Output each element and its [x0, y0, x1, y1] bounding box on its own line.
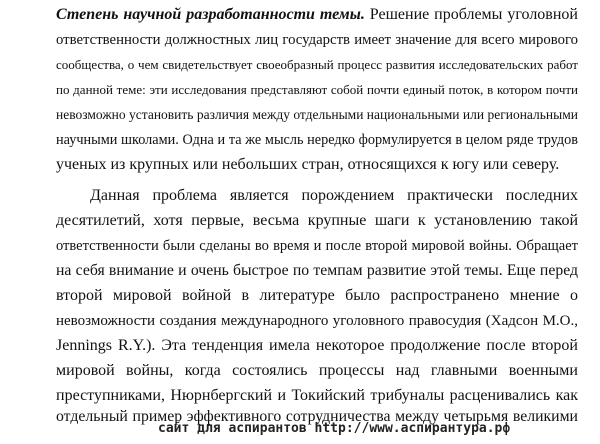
paragraph2-line: преступниками, Нюрнбергский и Токийский трибуналы расценивались как: [56, 387, 578, 404]
paragraph1-line: ответственности должностных лиц государств имеет значение для всего мирового: [56, 32, 578, 48]
paragraph2-line: ответственности были сделаны во время и после второй мировой войны. Обращает: [56, 238, 578, 254]
paragraph1-line: невозможно установить различия между отдельными национальными или региональными: [56, 107, 578, 122]
section-heading: Степень научной разработанности темы.: [56, 6, 365, 23]
paragraph2-line: Jennings R.Y.). Эта тенденция имела некоторое продолжение после второй: [56, 337, 578, 354]
paragraph2-line: на себя внимание и очень быстрое по темпам развитие этой темы. Еще перед: [56, 262, 578, 279]
paragraph2-line: невозможности создания международного уголовного правосудия (Хадсон М.О.,: [56, 313, 578, 329]
paragraph1-line: сообщества, о чем свидетельствует своеобразный процесс развития исследовательских работ: [56, 57, 578, 72]
paragraph1-line: научными школами. Одна и та же мысль нередко формулируется в целом ряде трудов: [56, 132, 578, 148]
paragraph2-line: Данная проблема является порождением практически последних: [90, 187, 578, 204]
paragraph1-line1-text: Решение проблемы уголовной: [369, 6, 578, 23]
site-watermark: сайт для аспирантов http://www.аспирантура.рф: [158, 421, 511, 436]
paragraph2-line: мировой войны, когда состоялись процессы над главными военными: [56, 362, 578, 379]
paragraph1-line: по данной теме: эти исследования представляют собой почти единый поток, в котором почти: [56, 82, 578, 97]
paragraph2-line: отдельный пример эффективного сотрудничества между четырьмя великими: [56, 408, 578, 425]
paragraph2-line: десятилетий, хотя первые, весьма крупные шаги к установлению такой: [56, 212, 578, 229]
paragraph1-line: ученых из крупных или небольших стран, относящихся к югу или северу.: [56, 156, 560, 173]
paragraph1-line1: [56, 3, 578, 27]
paragraph2-line: второй мировой войной в литературе было распространено мнение о: [56, 287, 578, 304]
